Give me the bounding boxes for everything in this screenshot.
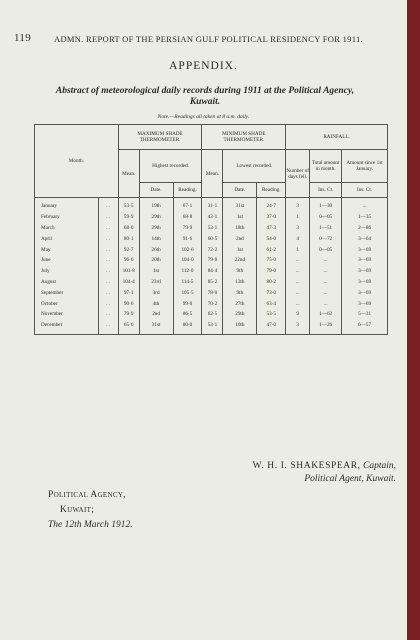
signature-line-1	[253, 461, 396, 471]
max-reading-cell: 80·0	[173, 320, 202, 334]
max-mean-cell: 65·6	[118, 320, 139, 334]
table-row	[35, 244, 388, 255]
signature-block	[236, 460, 396, 485]
min-date-cell: 13th	[223, 277, 257, 288]
table-row	[35, 223, 388, 234]
month-cell: March	[35, 223, 99, 234]
table-row	[35, 287, 388, 298]
month-cell: May	[35, 244, 99, 255]
max-mean-cell: 53·5	[118, 198, 139, 212]
max-reading-cell: 112·0	[173, 266, 202, 277]
total-amount-cell: ...	[310, 298, 342, 309]
max-thermometer-header: MAXIMUM SHADE THERMOMETER.	[118, 125, 202, 150]
since-january-cell: ...	[342, 198, 388, 212]
days-fell-cell: ...	[286, 266, 310, 277]
total-amount-cell: ...	[310, 287, 342, 298]
max-date-cell: 1st	[139, 266, 173, 277]
min-mean-cell: 31·1	[202, 198, 223, 212]
min-reading-cell: 24·7	[257, 198, 286, 212]
since-january-cell: 3—64	[342, 233, 388, 244]
month-cell: June	[35, 255, 99, 266]
max-mean-header: Mean.	[118, 150, 139, 198]
max-mean-cell: 80·1	[118, 233, 139, 244]
dots-cell: . .	[98, 223, 118, 234]
min-date-cell: 9th	[223, 266, 257, 277]
dots-cell: . .	[98, 198, 118, 212]
min-date-cell: 9th	[223, 287, 257, 298]
month-cell: October	[35, 298, 99, 309]
max-date-cell: 31st	[139, 320, 173, 334]
max-mean-cell: 97·1	[118, 287, 139, 298]
days-fell-cell: 3	[286, 320, 310, 334]
days-fell-cell: 4	[286, 233, 310, 244]
max-reading-cell: 114·5	[173, 277, 202, 288]
min-date-cell: 27th	[223, 298, 257, 309]
abstract-title-line-2: Kuwait.	[189, 97, 221, 107]
max-mean-cell: 79·9	[118, 309, 139, 320]
max-reading-cell: 102·6	[173, 244, 202, 255]
dots-cell: . .	[98, 233, 118, 244]
min-reading-cell: 80·2	[257, 277, 286, 288]
table-row	[35, 198, 388, 212]
max-date-cell: 14th	[139, 233, 173, 244]
running-title: ADMN. REPORT OF THE PERSIAN GULF POLITICAL RESIDENCY FOR 1911.	[54, 34, 363, 44]
min-reading-cell: 75·0	[257, 255, 286, 266]
max-date-cell: 23rd	[139, 277, 173, 288]
since-january-cell: 3—69	[342, 287, 388, 298]
table-row	[35, 212, 388, 223]
since-january-cell: 3—69	[342, 244, 388, 255]
min-date-cell: 31st	[223, 198, 257, 212]
table-body	[35, 198, 388, 335]
month-cell: April	[35, 233, 99, 244]
meteorological-table	[34, 124, 388, 335]
month-cell: August	[35, 277, 99, 288]
days-fell-cell: 1	[286, 244, 310, 255]
total-amount-cell: 1—30	[310, 198, 342, 212]
min-mean-cell: 72·2	[202, 244, 223, 255]
month-cell: November	[35, 309, 99, 320]
min-date-cell: 1st	[223, 244, 257, 255]
total-amount-cell: ...	[310, 266, 342, 277]
min-reading-cell: 63·4	[257, 298, 286, 309]
max-date-cell: 4th	[139, 298, 173, 309]
table-row	[35, 255, 388, 266]
signatory-rank: Captain,	[363, 461, 396, 471]
max-date-cell: 29th	[139, 223, 173, 234]
table-row	[35, 309, 388, 320]
min-date-cell: 22nd	[223, 255, 257, 266]
total-amount-cell: 1—62	[310, 309, 342, 320]
total-amount-header: Total amount in month.	[310, 150, 342, 183]
since-january-cell: 3—69	[342, 298, 388, 309]
min-reading-cell: 61·2	[257, 244, 286, 255]
max-reading-cell: 86·5	[173, 309, 202, 320]
days-fell-cell: 1	[286, 212, 310, 223]
max-reading-cell: 99·0	[173, 298, 202, 309]
max-date-cell: 2nd	[139, 309, 173, 320]
dots-cell: . .	[98, 309, 118, 320]
total-amount-cell: 0—05	[310, 212, 342, 223]
month-cell: September	[35, 287, 99, 298]
table-row	[35, 277, 388, 288]
days-fell-header: Number of days fell.	[286, 150, 310, 198]
max-mean-cell: 68·0	[118, 223, 139, 234]
days-fell-cell: 9	[286, 309, 310, 320]
max-date-header: Date.	[139, 183, 173, 198]
min-date-cell: 2nd	[223, 233, 257, 244]
min-reading-header: Reading.	[257, 183, 286, 198]
min-reading-cell: 79·0	[257, 266, 286, 277]
since-january-cell: 3—69	[342, 277, 388, 288]
dots-cell: . .	[98, 255, 118, 266]
min-date-cell: 29th	[223, 309, 257, 320]
amount-since-january-header: Amount since 1st January.	[342, 150, 388, 183]
min-reading-cell: 47·3	[257, 223, 286, 234]
total-amount-cell: 0—05	[310, 244, 342, 255]
min-reading-cell: 37·0	[257, 212, 286, 223]
rainfall-header: RAINFALL.	[286, 125, 388, 150]
address-block	[48, 488, 248, 533]
abstract-title-line-1: Abstract of meteorological daily records during 1911 at the Political Agency,	[55, 86, 355, 96]
max-mean-cell: 104·4	[118, 277, 139, 288]
min-date-cell: 18th	[223, 223, 257, 234]
total-amount-cell: 1—51	[310, 223, 342, 234]
table-row	[35, 266, 388, 277]
total-amount-cell: 0—72	[310, 233, 342, 244]
since-january-cell: 2—86	[342, 223, 388, 234]
max-reading-cell: 105·5	[173, 287, 202, 298]
max-mean-cell: 90·6	[118, 298, 139, 309]
min-mean-cell: 70·2	[202, 298, 223, 309]
min-mean-cell: 62·5	[202, 309, 223, 320]
max-reading-cell: 104·0	[173, 255, 202, 266]
dots-cell: . .	[98, 212, 118, 223]
address-line-1: Political Agency,	[48, 490, 126, 500]
lowest-recorded-header: Lowest recorded.	[223, 150, 286, 183]
min-reading-cell: 47·0	[257, 320, 286, 334]
month-cell: February	[35, 212, 99, 223]
table-row	[35, 233, 388, 244]
address-line-2: Kuwait;	[60, 505, 95, 515]
min-reading-cell: 53·5	[257, 309, 286, 320]
total-amount-cell: ...	[310, 255, 342, 266]
min-mean-cell: 43·1	[202, 212, 223, 223]
min-mean-cell: 53·1	[202, 320, 223, 334]
address-date: The 12th March 1912.	[48, 520, 133, 530]
max-reading-cell: 91·6	[173, 233, 202, 244]
min-mean-header: Mean.	[202, 150, 223, 198]
highest-recorded-header: Highest recorded.	[139, 150, 202, 183]
since-unit-header: Ins. Ct.	[342, 183, 388, 198]
min-reading-cell: 73·0	[257, 287, 286, 298]
min-mean-cell: 79·8	[202, 255, 223, 266]
page-number: 119	[14, 32, 31, 44]
since-january-cell: 6—57	[342, 320, 388, 334]
total-amount-cell: 1—26	[310, 320, 342, 334]
days-fell-cell: ...	[286, 255, 310, 266]
since-january-cell: 3—69	[342, 266, 388, 277]
min-mean-cell: 85·2	[202, 277, 223, 288]
month-cell: December	[35, 320, 99, 334]
max-date-cell: 26th	[139, 244, 173, 255]
signatory-name: W. H. I. SHAKESPEAR,	[252, 461, 361, 471]
month-cell: January	[35, 198, 99, 212]
min-date-cell: 10th	[223, 320, 257, 334]
total-unit-header: Ins. Ct.	[310, 183, 342, 198]
days-fell-cell: ...	[286, 298, 310, 309]
min-date-cell: 1st	[223, 212, 257, 223]
total-amount-cell: ...	[310, 277, 342, 288]
max-mean-cell: 96·6	[118, 255, 139, 266]
days-fell-cell: ...	[286, 277, 310, 288]
max-mean-cell: 92·7	[118, 244, 139, 255]
dots-cell: . .	[98, 287, 118, 298]
max-date-cell: 29th	[139, 212, 173, 223]
max-reading-cell: 79·9	[173, 223, 202, 234]
max-date-cell: 19th	[139, 198, 173, 212]
max-reading-cell: 68·8	[173, 212, 202, 223]
readings-note: Note.—Readings all taken at 8 a.m. daily.	[157, 114, 250, 120]
days-fell-cell: 3	[286, 223, 310, 234]
dots-cell: . .	[98, 298, 118, 309]
dots-cell: . .	[98, 244, 118, 255]
since-january-cell: 3—69	[342, 255, 388, 266]
min-mean-cell: 60·5	[202, 233, 223, 244]
max-mean-cell: 101·8	[118, 266, 139, 277]
days-fell-cell: 3	[286, 198, 310, 212]
min-mean-cell: 78·0	[202, 287, 223, 298]
days-fell-cell: ...	[286, 287, 310, 298]
dots-cell: . .	[98, 266, 118, 277]
table-row	[35, 320, 388, 334]
month-header: Month.	[35, 125, 119, 198]
table-row	[35, 298, 388, 309]
min-thermometer-header: MINIMUM SHADE THERMOMETER.	[202, 125, 286, 150]
since-january-cell: 1—35	[342, 212, 388, 223]
max-date-cell: 20th	[139, 255, 173, 266]
min-mean-cell: 84·4	[202, 266, 223, 277]
signatory-title: Political Agent, Kuwait.	[304, 473, 396, 484]
max-mean-cell: 59·9	[118, 212, 139, 223]
appendix-heading: APPENDIX.	[169, 60, 238, 72]
dots-cell: . .	[98, 320, 118, 334]
abstract-title	[30, 86, 380, 108]
max-reading-header: Reading.	[173, 183, 202, 198]
dots-cell: . .	[98, 277, 118, 288]
min-date-header: Date.	[223, 183, 257, 198]
since-january-cell: 5—31	[342, 309, 388, 320]
min-reading-cell: 54·0	[257, 233, 286, 244]
min-mean-cell: 53·1	[202, 223, 223, 234]
month-cell: July	[35, 266, 99, 277]
max-reading-cell: 67·1	[173, 198, 202, 212]
max-date-cell: 3rd	[139, 287, 173, 298]
